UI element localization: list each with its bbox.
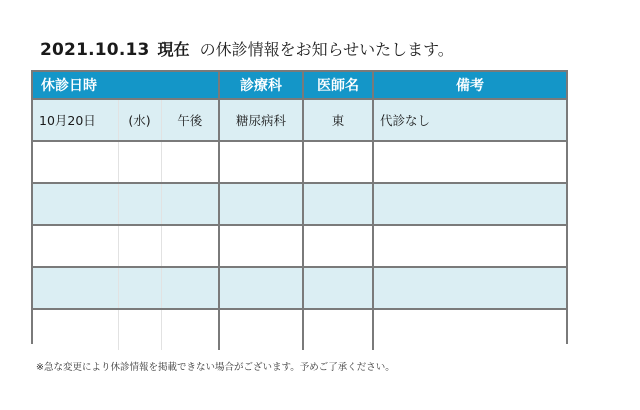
notice-now-label: 現在: [157, 40, 190, 59]
table-header-row: [33, 72, 566, 99]
cell-weekday: [118, 309, 161, 350]
table-row: [33, 309, 566, 350]
cell-department: [219, 183, 303, 225]
cell-notes: [373, 267, 566, 309]
cell-department: [219, 267, 303, 309]
cell-date: [33, 309, 118, 350]
cell-weekday: [118, 141, 161, 183]
cell-period: [161, 141, 219, 183]
table-row: [33, 267, 566, 309]
notice-message: の休診情報をお知らせいたします。: [199, 40, 454, 59]
cell-weekday: [118, 267, 161, 309]
cell-department: 糖尿病科: [219, 99, 303, 141]
cell-notes: [373, 309, 566, 350]
cell-period: [161, 267, 219, 309]
closure-table: [33, 72, 566, 350]
cell-department: [219, 141, 303, 183]
notice-date: 2021.10.13: [40, 40, 150, 60]
table-row: [33, 183, 566, 225]
cell-period: [161, 225, 219, 267]
header-department: 診療科: [219, 72, 303, 99]
footnote-disclaimer: ※急な変更により休診情報を掲載できない場合がございます。予めご了承ください。: [36, 362, 395, 373]
cell-doctor: [303, 225, 373, 267]
header-notes: 備考: [373, 72, 566, 99]
cell-weekday: (水): [118, 99, 161, 141]
cell-notes: 代診なし: [373, 99, 566, 141]
cell-department: [219, 309, 303, 350]
cell-period: 午後: [161, 99, 219, 141]
notice-heading: [40, 37, 454, 61]
table-row: [33, 141, 566, 183]
cell-date: 10月20日: [33, 99, 118, 141]
cell-department: [219, 225, 303, 267]
cell-date: [33, 225, 118, 267]
cell-date: [33, 183, 118, 225]
table-row: [33, 99, 566, 141]
header-date: 休診日時: [33, 72, 219, 99]
cell-notes: [373, 141, 566, 183]
cell-period: [161, 183, 219, 225]
cell-period: [161, 309, 219, 350]
cell-weekday: [118, 225, 161, 267]
cell-doctor: [303, 141, 373, 183]
cell-doctor: 東: [303, 99, 373, 141]
table-row: [33, 225, 566, 267]
cell-doctor: [303, 183, 373, 225]
closure-table-container: [31, 70, 568, 344]
header-doctor: 医師名: [303, 72, 373, 99]
cell-doctor: [303, 309, 373, 350]
cell-notes: [373, 225, 566, 267]
cell-notes: [373, 183, 566, 225]
cell-date: [33, 267, 118, 309]
cell-weekday: [118, 183, 161, 225]
cell-date: [33, 141, 118, 183]
cell-doctor: [303, 267, 373, 309]
